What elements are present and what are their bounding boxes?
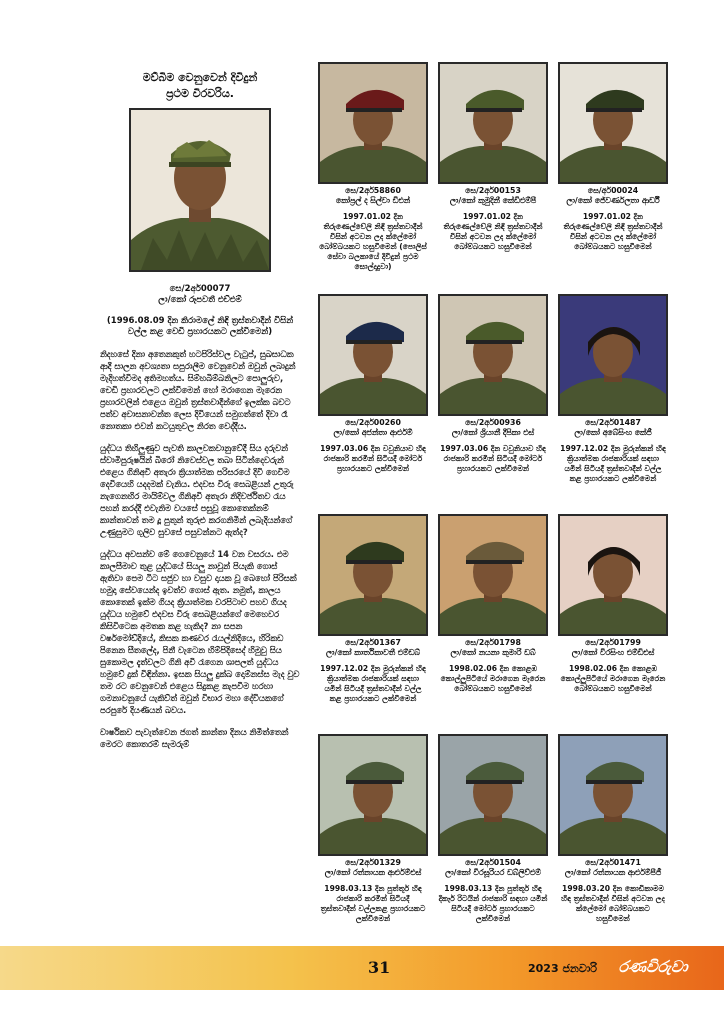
- soldier-name: ලා/කෝ රත්නායක ආර්එම්එස්: [324, 868, 422, 877]
- featured-portrait: [129, 108, 271, 272]
- soldier-event: 1997.03.06 දින වවුනියාව හිඳ රාජකාරි කරමින් සිටියදී මෝටර් ප්‍රහාරයකට ලක්වීමෙන්: [440, 444, 546, 473]
- soldier-portrait: [558, 62, 668, 184]
- soldier-event: 1997.01.02 දින තිරුණෙල්වේලි නිඳි ත්‍රස්තවාදීන් විසින් අටවන ලද ක්ලේමෝ බෝම්බයකට හසුවීමෙන්: [443, 212, 543, 251]
- soldier-event: 1997.01.02 දින තිරුණෙල්වේලි නිඳි ත්‍රස්තවාදීන් විසින් අටවන ලද ක්ලේමෝ බෝම්බයකට හසුවීමෙන්: [563, 212, 663, 251]
- issue-date: 2023 ජනවාරි: [528, 962, 597, 975]
- soldier-event: 1997.12.02 දින මුරුන්කන් හිඳ ක්‍රියාත්මක රාජකාරියක් සඳහා යමින් සිටියදී ත්‍රස්තවාදීන් වල්ල කළ ප්‍රහාරයකට ලක්වීමෙන්: [560, 444, 666, 483]
- soldier-service-no: සෙ/2අර්01487: [585, 418, 641, 427]
- soldier-portrait: [558, 294, 668, 416]
- page-number: 31: [368, 958, 391, 977]
- soldier-portrait: [318, 294, 428, 416]
- soldier-service-no: සෙ/2අර්01471: [585, 858, 641, 867]
- page-heading: [100, 70, 300, 102]
- heading-line-2: ප්‍රථම විරවරිය.: [166, 87, 234, 100]
- soldier-name: ලා/කෝ ජේවර්ණලතා ආර්ඩී: [566, 196, 660, 205]
- soldier-service-no: සෙ/2අර්00260: [345, 418, 401, 427]
- soldier-portrait: [558, 734, 668, 856]
- soldier-card: [558, 734, 668, 924]
- soldier-event: 1997.01.02 දින තිරුණෙල්වේලි නිඳි ත්‍රස්තවාදීන් විසින් අටවන ලද ක්ලේමෝ බෝම්බයකට හසුවීමෙන් (පොලිස් සේවා බලකායේ දිවිදුන් ප්‍රථම සොල්දාදුවා): [319, 212, 427, 271]
- soldier-card: [438, 514, 548, 694]
- soldier-card: [318, 734, 428, 924]
- magazine-logo: රණවිරුවා: [618, 957, 688, 976]
- soldier-portrait: [438, 62, 548, 184]
- soldier-card: [438, 734, 548, 924]
- left-column: [100, 70, 300, 750]
- body-paragraph: වාර්ෂිකව පැවැත්වෙන ජගත් කාන්තා දිනය නිමිත්තෙන් මෙරට කොතරම් සැමරුම්: [100, 727, 289, 749]
- body-paragraph: නිදහසේ දිනා අතෙනකුත් හටපිරිස්වල වැටුප්, සුඛසාධක ආදී සාලන අවශ්‍යතා සපුරාලීම වෙනුවෙන් ඔවුන් ලබාදුන් මැදිහත්වීමද අතිමහත්ය. සිම්හබිම්බනිලට පොලුරුව, චෙඩි ප්‍රහාරවලට ලක්වීමෙන් හෝ මරාගෙන මැරෙන ප්‍රහාරවලින් එළෙය ඔවුන් ත්‍රස්තවාදීන්ගේ ඉලක්ක බවට පත්ව අවාසනාවන්ත ලෙස දිවියෙන් සමුගත්තේ දිවා රෑ නොතකා එවන් කටයුතුවල නිරත වෙද්දීය.: [100, 349, 296, 431]
- soldier-card: [558, 62, 668, 252]
- body-paragraph: යුද්ධය තිහිලුණුව පැවති කාලවකවානුවේදී සිය දරුවන් ස්වාමිපුරුෂයින් බිරෝ නිවෙස්වල තබා සිටින්දෙවරුන් එළෙය ගිනිඅවි අතැරා ක්‍රියාත්මක පරිසරයේ දිවි ගෙවීම දෙවියෙහි යදදමක් වැනිය. එදවස විරු සෙබළියන් උතුරු නැගෙනහිර මායිම්වල ගිනිඅවි අතැරා නිදිවර්ජිතව රැය පහන් කරද්දී එවැනිම වයසේ පසුවූ කොතෙක්නම් කාන්තාවන් තම දූ පුතුන් තුරුළු කරගනිමින් ලබැදියන්ගේ උණුසුමට ගුලිව සුවසේ පසුවන්නට ඇත්ද?: [100, 443, 294, 537]
- soldier-name: ලා/කෝ නයනා කුමාරි ඩබ්: [450, 648, 536, 657]
- soldier-card: [558, 514, 668, 694]
- soldier-card: [318, 62, 428, 272]
- soldier-event: 1997.03.06 දින වවුනියාව හිඳ රාජකාරි කරමින් සිටියදී මෝටර් ප්‍රහාරයකට ලක්වීමෙන්: [320, 444, 426, 473]
- soldier-card: [318, 294, 428, 474]
- soldier-event: 1998.03.13 දින පුත්තූර් හිඳ රාජකාරි කරමින් සිටියදී ත්‍රස්තවාදීන් වල්ලකළ ප්‍රහාරයකට ලක්වීමෙන්: [320, 884, 426, 923]
- soldier-portrait: [558, 514, 668, 636]
- soldier-card: [438, 294, 548, 474]
- featured-caption: [100, 284, 300, 306]
- soldier-event: 1998.03.20 දින කොඩිකාමම හිඳ ත්‍රස්තවාදීන් විසින් අටවන ලද ක්ලේමෝ බෝම්බයකට හසුවීමෙන්: [561, 884, 665, 923]
- soldier-service-no: සෙ/2අර්00153: [465, 186, 521, 195]
- soldier-card: [438, 62, 548, 252]
- soldier-service-no: සෙ/අර්00024: [587, 186, 639, 195]
- soldier-card: [558, 294, 668, 484]
- soldier-portrait: [438, 514, 548, 636]
- soldier-name: ලා/කෝ ශ්‍රියානී දීපිකා එස්: [451, 428, 535, 437]
- soldier-name: ලා/කෝ අබේසිංහ කේජී: [574, 428, 652, 437]
- soldier-name: කෝප්‍රල් ද සිල්වා ඩීඑන්: [335, 196, 411, 205]
- soldier-service-no: සෙ/2අර්00936: [465, 418, 521, 427]
- featured-service-no: සෙ/2අර්00077: [169, 284, 231, 294]
- featured-name: ලා/කෝ රූපවතී එච්එම්: [158, 295, 242, 305]
- soldier-name: ලා/කෝ අජන්තා ආර්එම්: [333, 428, 413, 437]
- soldier-name: ලා/කෝ වීරසූරියර ඩබ්ලිව්එම්: [445, 868, 541, 877]
- soldier-service-no: සෙ/2අර්01504: [465, 858, 521, 867]
- body-paragraph: යුද්ධය අවසන්ව මේ ගෙවෙනුයේ 14 වන වසරය. එම කාලසීමාව තුළ යුද්ධයේ සියලු නාවුන් පියැකි ගොස් ඇතිවා පෙම ටිට සජුව හා වසුව දායක වූ බෙහෝ පිරිසක් හමුදා සේවයෙන්ද ඉවත්ව ගොස් ඇත. නමුත්, කාලය කොතෙක් ඉක්ම ගියද ක්‍රියාත්මක වරපිටාව පහව ගියද යුද්ධය හමුවේ එදවස විරු සෙබළියන්ගේ මෙහෙවර කිසිවිටෙක අමතක කළ හැකිද? නා සපන වර්ෂමෝඩ්දියේ, කිසක කණවර රැයල්නිදියෙ, හිරිකඩ පිනෙන සීතලේද, පිනී වැටෙන හිම්පිදිසෙද් හිමුවු සිය සුකොමල දැත්වලට ගිනි අවි රැගෙන ශාපලත් යුද්ධය හමුවේ දුක් විඳින්නා. ඉසක සියලු දුක්බ දොම්නස්ස මැද වුව තම රට වෙනුවෙන් එළෙය සිදුකළ කැපවීම හරහා ගමනාවනුයේ යැකිව්ත් ඔවුන් විභාර මහා දේවියකගේ පරපුරේ දියණියන් බවය.: [100, 549, 300, 715]
- soldier-portrait: [318, 514, 428, 636]
- soldier-portrait: [318, 62, 428, 184]
- featured-event: (1996.08.09 දින කිරාමලේ නිඳි ත්‍රස්තවාදීන් විසින් වල්ල කළ වෙඩි ප්‍රහාරයකට ලක්විමෙන්): [106, 316, 294, 337]
- soldier-event: 1998.02.06 දින කොළඹ කොල්ලුපිටියේ මරාගෙන මැරෙන බෝම්බයකට හසුවීමෙන්: [560, 664, 666, 693]
- soldier-service-no: සෙ/2අර්58860: [345, 186, 401, 195]
- soldier-name: ලා/කෝ රත්නායක ආර්එම්පීජී: [564, 868, 662, 877]
- soldier-portrait: [318, 734, 428, 856]
- soldier-event: 1998.02.06 දින කොළඹ කොල්ලුපිටියේ මරාගෙන මැරෙන බෝම්බයකට හසුවීමෙන්: [440, 664, 546, 693]
- soldier-portrait: [438, 294, 548, 416]
- soldier-service-no: සෙ/2අර්01367: [345, 638, 401, 647]
- soldier-name: ලා/කෝ වීරසිංහ එම්ඩිඑස්: [571, 648, 655, 657]
- soldier-card: [318, 514, 428, 704]
- soldier-portrait: [438, 734, 548, 856]
- soldier-service-no: සෙ/2අර්01329: [345, 858, 401, 867]
- soldier-event: 1998.03.13 දින පුත්තූර් හිඳ දිකෑර් රිටයින් රාජකාරි සඳහා යමින් සිටියදී මෝටර් ප්‍රහාරයකට ලක්වීමෙන්: [438, 884, 548, 923]
- soldier-name: ලා/කෝ කුමුදිනී කේඩිඑම්පී: [449, 196, 537, 205]
- soldier-name: ලා/කෝ කාර්තිකාවතී එම්ඩබ්: [325, 648, 420, 657]
- soldier-service-no: සෙ/2අර්01798: [465, 638, 521, 647]
- soldier-event: 1997.12.02 දින මුරුන්කන් හිඳ ක්‍රියාත්මක රාජකාරියක් සඳහා යමින් සිටියදී ත්‍රස්තවාදීන් වල්ල කළ ප්‍රහාරයකට ලක්වීමෙන්: [320, 664, 426, 703]
- heading-line-1: මව්බිම වෙනුවෙන් දිවිදුන්: [142, 71, 258, 84]
- soldier-service-no: සෙ/2අර්01799: [585, 638, 641, 647]
